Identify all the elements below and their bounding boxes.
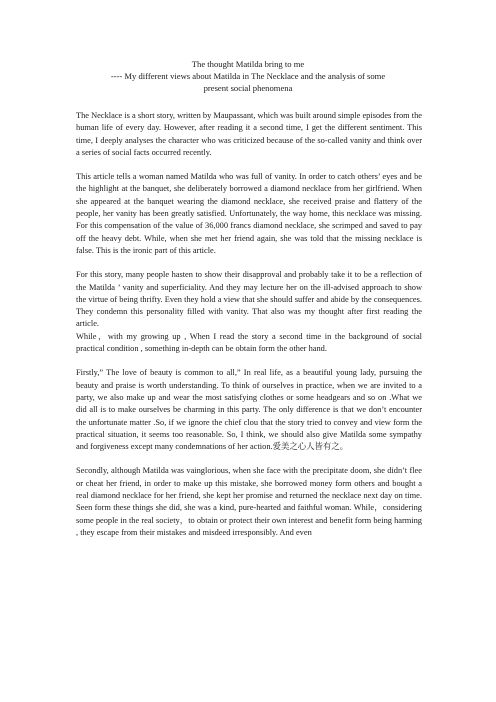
- title-line-2: ---- My different views about Matilda in The Necklace and the analysis of some: [110, 71, 386, 81]
- paragraph-transition: While，with my growing up , When I read the story a second time in the background of social practical condition , something in-depth can be obtain form the other hand.: [76, 331, 422, 354]
- paragraph-secondly: Secondly, although Matilda was vainglorious, when she face with the precipitate doom, she didn’t flee or cheat her friend, in order to make up this mistake, she borrowed money form others and bought a real diamond necklace for her friend, she kept her promise and returned the necklace next day on time. Seen form these things she did, she was a kind, pure-hearted and faithful woman. While，considering some people in the real society，to obtain or protect their own interest and benefit form being harming , they escape from their mistakes and misdeed irresponsibly. And even: [76, 466, 422, 537]
- title-line-3: present social phenomena: [203, 83, 293, 93]
- paragraph-intro: The Necklace is a short story, written by Maupassant, which was built around simple episodes from the human life of every day. However, after reading it a second time, I get the different sentiment. This time, I deeply analyses the character who was criticized because of the so-called vanity and think over a series of social facts occurred recently.: [76, 111, 423, 157]
- paragraph-summary: This article tells a woman named Matilda who was full of vanity. In order to catch others’ eyes and be the highlight at the banquet, she deliberately borrowed a diamond necklace from her girlfriend. When she appeared at the banquet wearing the diamond necklace, she received praise and flattery of the people, her vanity has been greatly satisfied. Unfortunately, the way home, this necklace was missing. For this compensation of the value of 36,000 francs diamond necklace, she scrimped and saved to pay off the heavy debt. While, when she met her friend again, she was told that the missing necklace is false. This is the ironic part of this article.: [76, 172, 422, 255]
- title-line-1: The thought Matilda bring to me: [191, 59, 305, 69]
- document-body: [76, 110, 422, 551]
- paragraph-firstly: Firstly,” The love of beauty is common to all,” In real life, as a beautiful young lady, pursuing the beauty and praise is worth understanding. To think of ourselves in practice, when we are invited to a party, we also make up and wear the most satisfying clothes or some headgears and so on .What we did all is to make ourselves be charming in this party. The only difference is that we don’t encounter the unfortunate matter .So, if we ignore the chief clou that the story tried to convey and view form the practical situation, it seems too reasonable. So, I think, we should also give Matilda some sympathy and forgiveness except many condemnations of her action.爱美之心人皆有之。: [76, 368, 422, 452]
- document-title: [0, 58, 496, 94]
- paragraph-common-view: For this story, many people hasten to show their disapproval and probably take it to be a reflection of the Matilda ’ vanity and superficiality. And they may lecture her on the ill-advised approach to show the virtue of being thrifty. Even they hold a view that she should suffer and abide by the consequences. They condemn this personality filled with vanity. That also was my thought after first reading the article.: [76, 270, 422, 329]
